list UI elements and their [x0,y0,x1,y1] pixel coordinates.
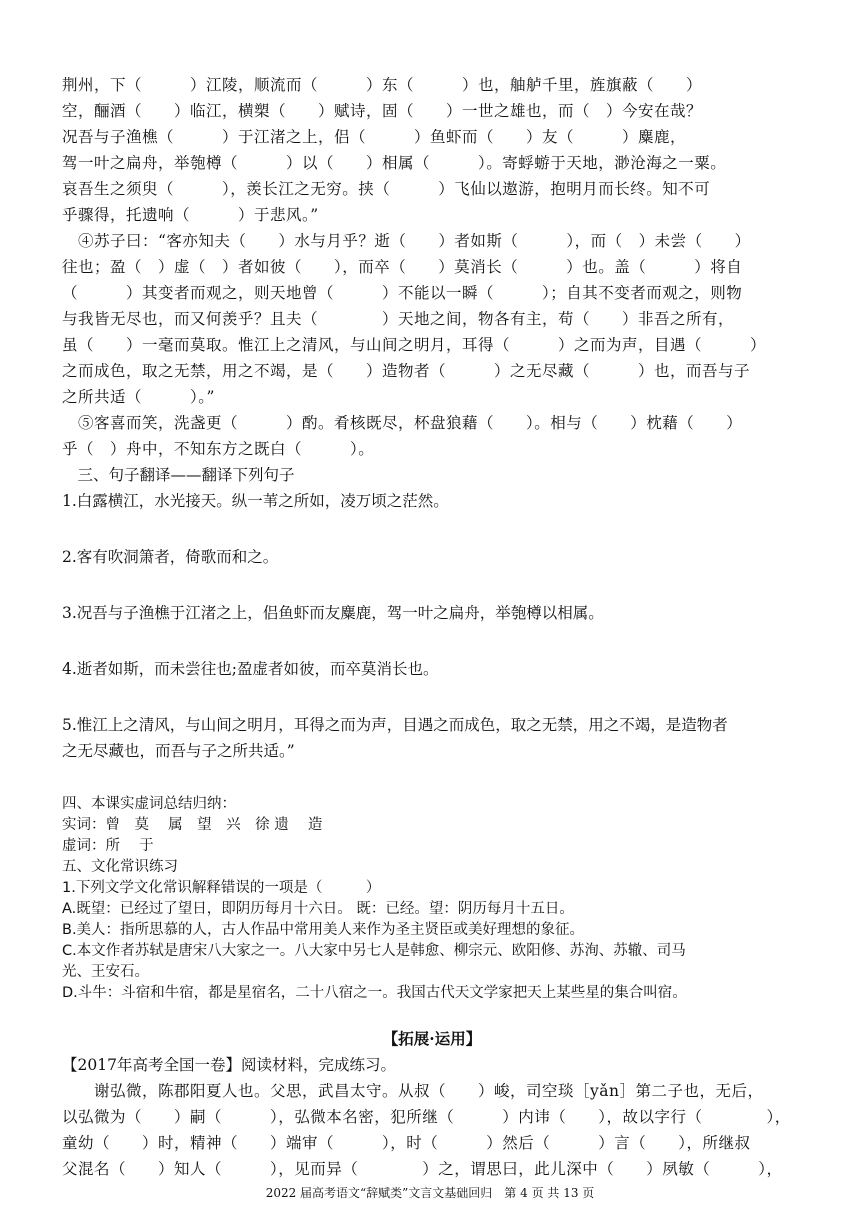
passage-line: 荆州，下（ ）江陵，顺流而（ ）东（ ）也，舳舻千里，旌旗蔽（ ） [62,76,703,94]
section-heading: 五、文化常识练习 [62,859,178,875]
passage-line: 之而成色，取之无禁，用之不竭，是（ ）造物者（ ）之无尽藏（ ）也，而吾与子 [62,362,751,380]
passage-line: 与我皆无尽也，而又何羡乎？且夫（ ）天地之间，物各有主，苟（ ）非吾之所有， [62,310,735,328]
section-translation [62,462,802,764]
passage-line: 往也；盈（ ）虚（ ）者如彼（ ），而卒（ ）莫消长（ ）也。盖（ ）将自 [62,258,743,276]
passage-line: 乎骤得，托遗响（ ）于悲风。” [62,206,319,224]
option-c-continued: 光、王安石。 [62,964,149,980]
extension-source: 【2017年高考全国一卷】阅读材料，完成练习。 [62,1056,396,1074]
translation-item: 1.白露横江，水光接天。纵一苇之所如，凌万顷之茫然。 [62,492,449,510]
extension-line: 童幼（ ）时，精神（ ）端审（ ），时（ ）然后（ ）言（ ），所继叔 [62,1134,751,1152]
translation-item: 2.客有吹洞箫者，倚歌而和之。 [62,548,279,566]
section-heading: 四、本课实虚词总结归纳： [62,796,236,812]
shici-list: 实词：曾 莫 属 望 兴 徐 遗 造 [62,817,323,833]
extension-title: 【拓展·运用】 [382,1029,482,1048]
page-footer: 2022 届高考语文“辞赋类”文言文基础回归 第 4 页 共 13 页 [265,1186,595,1200]
option-b: B.美人：指所思慕的人，古人作品中常用美人来作为圣主贤臣或美好理想的象征。 [62,922,585,938]
extension-line: 父混名（ ）知人（ ），见而异（ ）之，谓思曰，此儿深中（ ）夙敏（ ）， [62,1160,783,1178]
extension-line: 以弘微为（ ）嗣（ ），弘微本名密，犯所继（ ）内讳（ ），故以字行（ ）， [62,1108,791,1126]
extension-section [62,1026,802,1182]
question-text: 1.下列文学文化常识解释错误的一项是（ ） [62,880,381,896]
option-c: C.本文作者苏轼是唐宋八大家之一。八大家中另七人是韩愈、柳宗元、欧阳修、苏洵、苏辙、司马 [62,943,686,959]
passage-line: 况吾与子渔樵（ ）于江渚之上，侣（ ）鱼虾而（ ）友（ ）麋鹿， [62,128,687,146]
section-heading: 三、句子翻译——翻译下列句子 [62,466,295,484]
extension-line: 谢弘微，陈郡阳夏人也。父思，武昌太守。从叔（ ）峻，司空琰［yǎn］第二子也，无后， [62,1082,764,1100]
passage [62,72,802,462]
translation-item: 5.惟江上之清风，与山间之明月，耳得之而为声，目遇之而成色，取之无禁，用之不竭，是造物者 [62,716,728,734]
passage-line: 之所共适（ ）。” [62,388,215,406]
document-page [62,72,802,1182]
option-a: A.既望：已经过了望日，即阴历每月十六日。 既：已经。望：阴历每月十五日。 [62,901,574,917]
passage-line: ⑤客喜而笑，洗盏更（ ）酌。肴核既尽，杯盘狼藉（ ）。相与（ ）枕藉（ ） [62,414,743,432]
passage-line: 乎（ ）舟中，不知东方之既白（ ）。 [62,440,375,458]
option-d: D.斗牛：斗宿和牛宿，都是星宿名，二十八宿之一。我国古代天文学家把天上某些星的集合叫宿。 [62,985,687,1001]
section-word-summary [62,794,802,857]
passage-line: 哀吾生之须臾（ ），羡长江之无穷。挟（ ）飞仙以遨游，抱明月而长终。知不可 [62,180,711,198]
passage-line: 虽（ ）一毫而莫取。惟江上之清风，与山间之明月，耳得（ ）之而为声，目遇（ ） [62,336,767,354]
passage-line: ④苏子曰：“客亦知夫（ ）水与月乎？逝（ ）者如斯（ ），而（ ）未尝（ ） [62,232,751,250]
passage-line: 空，酾酒（ ）临江，横槊（ ）赋诗，固（ ）一世之雄也，而（ ）今安在哉？ [62,102,703,120]
passage-line: （ ）其变者而观之，则天地曾（ ）不能以一瞬（ ）；自其不变者而观之，则物 [62,284,743,302]
xuci-list: 虚词：所 于 [62,838,154,854]
section-culture [62,857,802,1004]
translation-item: 4.逝者如斯，而未尝往也;盈虚者如彼，而卒莫消长也。 [62,660,439,678]
passage-line: 驾一叶之扁舟，举匏樽（ ）以（ ）相属（ ）。寄蜉蝣于天地，渺沧海之一粟。 [62,154,727,172]
translation-item: 3.况吾与子渔樵于江渚之上，侣鱼虾而友麋鹿，驾一叶之扁舟，举匏樽以相属。 [62,604,604,622]
translation-item-continued: 之无尽藏也，而吾与子之所共适。” [62,742,295,760]
